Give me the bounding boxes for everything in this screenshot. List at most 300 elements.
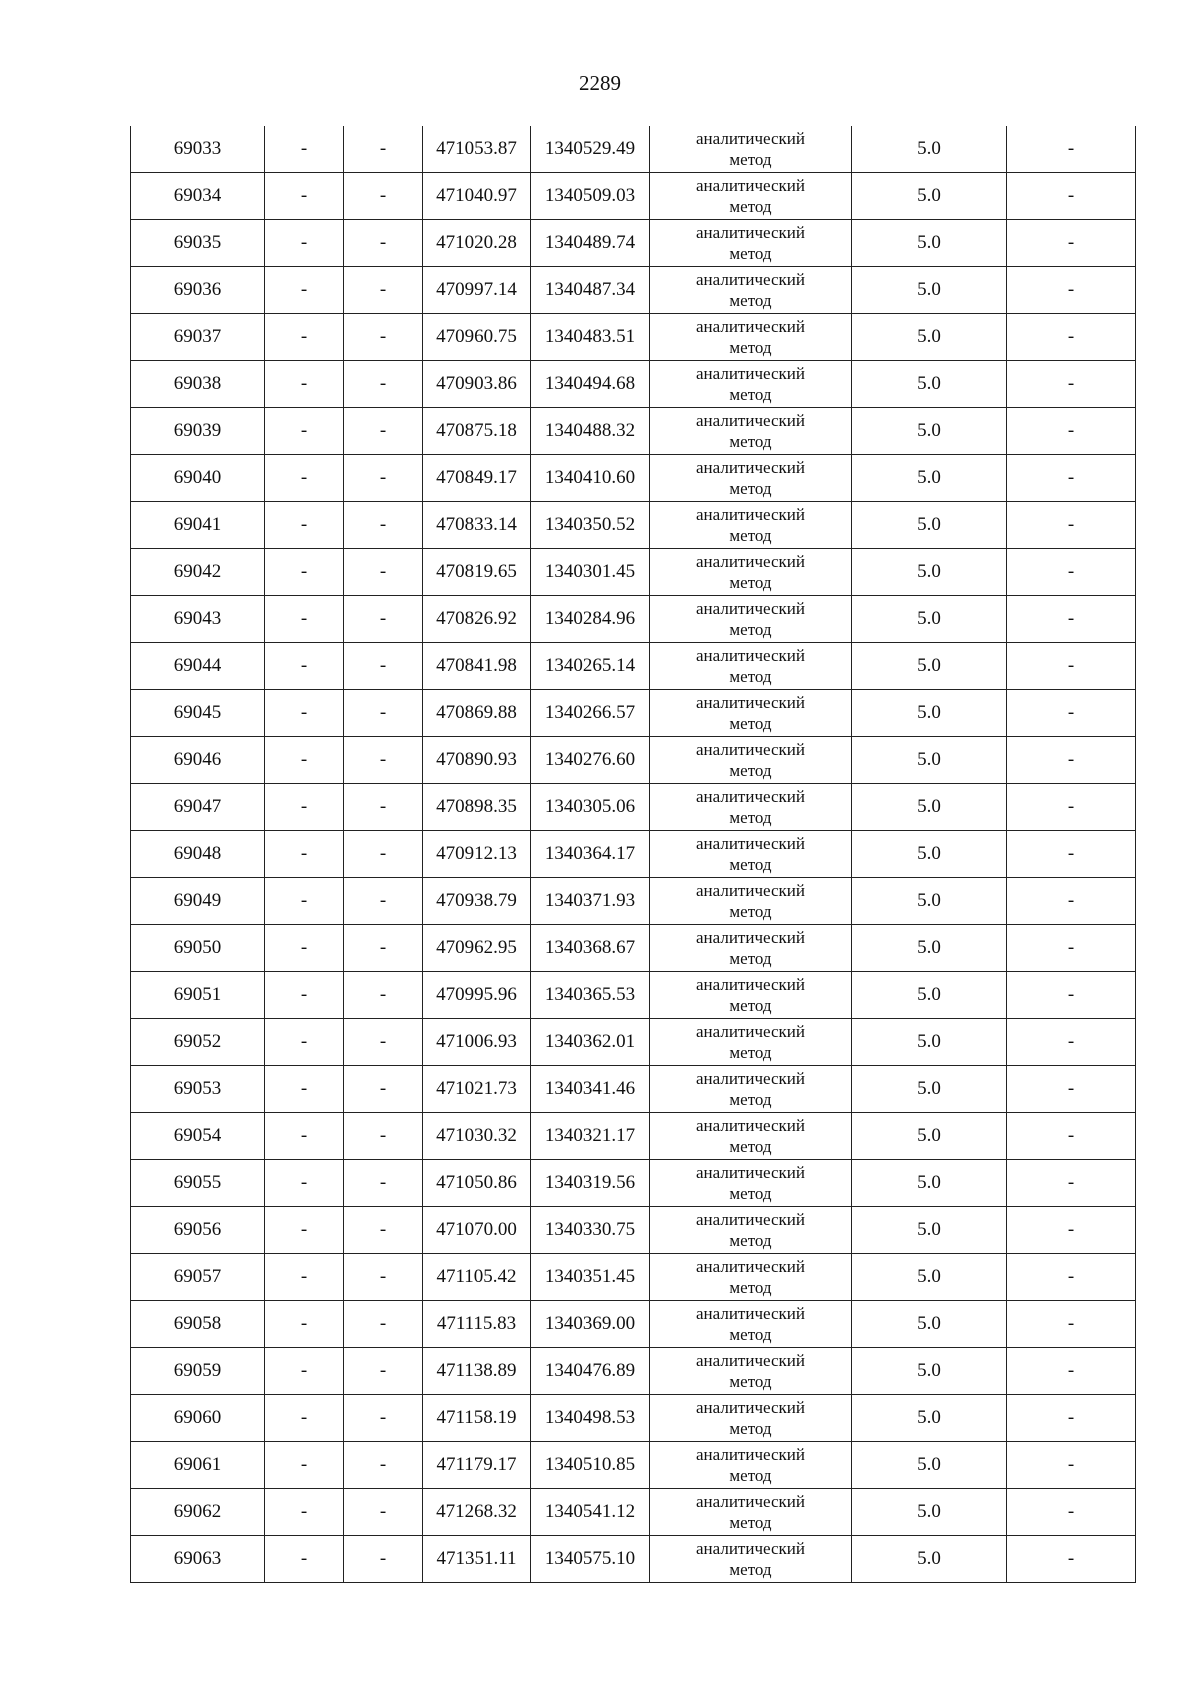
method-label-line2: метод bbox=[729, 667, 772, 686]
point-number-cell: 69061 bbox=[131, 1442, 265, 1489]
y-coordinate-cell: 1340266.57 bbox=[531, 690, 650, 737]
method-label-line1: аналитический bbox=[696, 1445, 805, 1464]
method-label-line2: метод bbox=[729, 1513, 772, 1532]
method-label-line1: аналитический bbox=[696, 1069, 805, 1088]
empty-cell: - bbox=[265, 596, 344, 643]
point-number-cell: 69044 bbox=[131, 643, 265, 690]
empty-cell: - bbox=[344, 1442, 423, 1489]
table-row bbox=[131, 643, 1136, 690]
accuracy-cell: 5.0 bbox=[852, 831, 1007, 878]
accuracy-cell: 5.0 bbox=[852, 596, 1007, 643]
empty-cell: - bbox=[265, 737, 344, 784]
y-coordinate-cell: 1340509.03 bbox=[531, 173, 650, 220]
method-label-line2: метод bbox=[729, 1137, 772, 1156]
point-number-cell: 69049 bbox=[131, 878, 265, 925]
empty-cell: - bbox=[1007, 1348, 1136, 1395]
point-number-cell: 69051 bbox=[131, 972, 265, 1019]
empty-cell: - bbox=[1007, 596, 1136, 643]
x-coordinate-cell: 471020.28 bbox=[423, 220, 531, 267]
method-cell bbox=[650, 690, 852, 737]
x-coordinate-cell: 470819.65 bbox=[423, 549, 531, 596]
method-label-line2: метод bbox=[729, 996, 772, 1015]
point-number-cell: 69053 bbox=[131, 1066, 265, 1113]
x-coordinate-cell: 470960.75 bbox=[423, 314, 531, 361]
method-cell bbox=[650, 1254, 852, 1301]
empty-cell: - bbox=[344, 1395, 423, 1442]
point-number-cell: 69060 bbox=[131, 1395, 265, 1442]
empty-cell: - bbox=[1007, 972, 1136, 1019]
point-number-cell: 69046 bbox=[131, 737, 265, 784]
empty-cell: - bbox=[1007, 1489, 1136, 1536]
method-label-line2: метод bbox=[729, 479, 772, 498]
method-cell bbox=[650, 643, 852, 690]
empty-cell: - bbox=[344, 1113, 423, 1160]
point-number-cell: 69036 bbox=[131, 267, 265, 314]
table-row bbox=[131, 1207, 1136, 1254]
table-row bbox=[131, 1254, 1136, 1301]
y-coordinate-cell: 1340276.60 bbox=[531, 737, 650, 784]
point-number-cell: 69054 bbox=[131, 1113, 265, 1160]
method-label-line1: аналитический bbox=[696, 1257, 805, 1276]
empty-cell: - bbox=[1007, 831, 1136, 878]
point-number-cell: 69035 bbox=[131, 220, 265, 267]
method-cell bbox=[650, 784, 852, 831]
x-coordinate-cell: 470898.35 bbox=[423, 784, 531, 831]
empty-cell: - bbox=[265, 1301, 344, 1348]
table-row bbox=[131, 596, 1136, 643]
empty-cell: - bbox=[265, 1113, 344, 1160]
x-coordinate-cell: 470869.88 bbox=[423, 690, 531, 737]
accuracy-cell: 5.0 bbox=[852, 361, 1007, 408]
empty-cell: - bbox=[344, 361, 423, 408]
method-cell bbox=[650, 220, 852, 267]
x-coordinate-cell: 470841.98 bbox=[423, 643, 531, 690]
y-coordinate-cell: 1340351.45 bbox=[531, 1254, 650, 1301]
method-label-line1: аналитический bbox=[696, 928, 805, 947]
x-coordinate-cell: 470826.92 bbox=[423, 596, 531, 643]
method-label-line2: метод bbox=[729, 620, 772, 639]
y-coordinate-cell: 1340476.89 bbox=[531, 1348, 650, 1395]
x-coordinate-cell: 471021.73 bbox=[423, 1066, 531, 1113]
empty-cell: - bbox=[344, 690, 423, 737]
empty-cell: - bbox=[1007, 690, 1136, 737]
table-row bbox=[131, 408, 1136, 455]
method-cell bbox=[650, 361, 852, 408]
empty-cell: - bbox=[1007, 1207, 1136, 1254]
method-cell bbox=[650, 878, 852, 925]
method-label-line1: аналитический bbox=[696, 458, 805, 477]
method-cell bbox=[650, 1395, 852, 1442]
x-coordinate-cell: 471138.89 bbox=[423, 1348, 531, 1395]
x-coordinate-cell: 471030.32 bbox=[423, 1113, 531, 1160]
empty-cell: - bbox=[265, 314, 344, 361]
table-row bbox=[131, 267, 1136, 314]
method-label-line2: метод bbox=[729, 291, 772, 310]
method-label-line2: метод bbox=[729, 902, 772, 921]
accuracy-cell: 5.0 bbox=[852, 1254, 1007, 1301]
method-label-line1: аналитический bbox=[696, 787, 805, 806]
method-label-line1: аналитический bbox=[696, 740, 805, 759]
method-cell bbox=[650, 1442, 852, 1489]
empty-cell: - bbox=[344, 737, 423, 784]
point-number-cell: 69040 bbox=[131, 455, 265, 502]
method-label-line1: аналитический bbox=[696, 1116, 805, 1135]
point-number-cell: 69052 bbox=[131, 1019, 265, 1066]
empty-cell: - bbox=[265, 549, 344, 596]
accuracy-cell: 5.0 bbox=[852, 220, 1007, 267]
x-coordinate-cell: 471268.32 bbox=[423, 1489, 531, 1536]
x-coordinate-cell: 471158.19 bbox=[423, 1395, 531, 1442]
y-coordinate-cell: 1340350.52 bbox=[531, 502, 650, 549]
table-row bbox=[131, 361, 1136, 408]
empty-cell: - bbox=[344, 878, 423, 925]
method-cell bbox=[650, 267, 852, 314]
point-number-cell: 69057 bbox=[131, 1254, 265, 1301]
empty-cell: - bbox=[265, 690, 344, 737]
coordinates-table bbox=[130, 126, 1136, 1583]
method-label-line2: метод bbox=[729, 385, 772, 404]
empty-cell: - bbox=[265, 1536, 344, 1583]
method-label-line2: метод bbox=[729, 244, 772, 263]
accuracy-cell: 5.0 bbox=[852, 1066, 1007, 1113]
empty-cell: - bbox=[1007, 549, 1136, 596]
y-coordinate-cell: 1340541.12 bbox=[531, 1489, 650, 1536]
point-number-cell: 69050 bbox=[131, 925, 265, 972]
point-number-cell: 69034 bbox=[131, 173, 265, 220]
empty-cell: - bbox=[1007, 1442, 1136, 1489]
y-coordinate-cell: 1340498.53 bbox=[531, 1395, 650, 1442]
empty-cell: - bbox=[344, 784, 423, 831]
x-coordinate-cell: 470912.13 bbox=[423, 831, 531, 878]
method-label-line2: метод bbox=[729, 1419, 772, 1438]
x-coordinate-cell: 470995.96 bbox=[423, 972, 531, 1019]
empty-cell: - bbox=[265, 1207, 344, 1254]
empty-cell: - bbox=[1007, 502, 1136, 549]
x-coordinate-cell: 470849.17 bbox=[423, 455, 531, 502]
empty-cell: - bbox=[265, 972, 344, 1019]
y-coordinate-cell: 1340368.67 bbox=[531, 925, 650, 972]
method-label-line2: метод bbox=[729, 855, 772, 874]
empty-cell: - bbox=[265, 1066, 344, 1113]
x-coordinate-cell: 471050.86 bbox=[423, 1160, 531, 1207]
point-number-cell: 69063 bbox=[131, 1536, 265, 1583]
empty-cell: - bbox=[265, 643, 344, 690]
method-label-line2: метод bbox=[729, 1278, 772, 1297]
accuracy-cell: 5.0 bbox=[852, 1489, 1007, 1536]
method-label-line1: аналитический bbox=[696, 223, 805, 242]
empty-cell: - bbox=[344, 1301, 423, 1348]
empty-cell: - bbox=[265, 1489, 344, 1536]
empty-cell: - bbox=[265, 1348, 344, 1395]
empty-cell: - bbox=[344, 831, 423, 878]
y-coordinate-cell: 1340371.93 bbox=[531, 878, 650, 925]
y-coordinate-cell: 1340494.68 bbox=[531, 361, 650, 408]
accuracy-cell: 5.0 bbox=[852, 314, 1007, 361]
empty-cell: - bbox=[1007, 1066, 1136, 1113]
y-coordinate-cell: 1340483.51 bbox=[531, 314, 650, 361]
point-number-cell: 69042 bbox=[131, 549, 265, 596]
table-row bbox=[131, 690, 1136, 737]
empty-cell: - bbox=[1007, 1254, 1136, 1301]
table-row bbox=[131, 1348, 1136, 1395]
accuracy-cell: 5.0 bbox=[852, 267, 1007, 314]
method-cell bbox=[650, 314, 852, 361]
point-number-cell: 69033 bbox=[131, 126, 265, 173]
y-coordinate-cell: 1340362.01 bbox=[531, 1019, 650, 1066]
accuracy-cell: 5.0 bbox=[852, 643, 1007, 690]
y-coordinate-cell: 1340489.74 bbox=[531, 220, 650, 267]
method-label-line2: метод bbox=[729, 761, 772, 780]
empty-cell: - bbox=[344, 1019, 423, 1066]
table-row bbox=[131, 1301, 1136, 1348]
method-label-line2: метод bbox=[729, 432, 772, 451]
method-label-line1: аналитический bbox=[696, 834, 805, 853]
x-coordinate-cell: 471040.97 bbox=[423, 173, 531, 220]
method-label-line1: аналитический bbox=[696, 176, 805, 195]
method-label-line2: метод bbox=[729, 714, 772, 733]
empty-cell: - bbox=[265, 831, 344, 878]
method-label-line2: метод bbox=[729, 808, 772, 827]
empty-cell: - bbox=[1007, 925, 1136, 972]
empty-cell: - bbox=[344, 1536, 423, 1583]
empty-cell: - bbox=[1007, 737, 1136, 784]
x-coordinate-cell: 471351.11 bbox=[423, 1536, 531, 1583]
method-label-line1: аналитический bbox=[696, 505, 805, 524]
accuracy-cell: 5.0 bbox=[852, 126, 1007, 173]
method-cell bbox=[650, 1113, 852, 1160]
method-label-line1: аналитический bbox=[696, 1398, 805, 1417]
empty-cell: - bbox=[344, 126, 423, 173]
empty-cell: - bbox=[1007, 784, 1136, 831]
table-row bbox=[131, 1019, 1136, 1066]
x-coordinate-cell: 470903.86 bbox=[423, 361, 531, 408]
accuracy-cell: 5.0 bbox=[852, 925, 1007, 972]
table-row bbox=[131, 831, 1136, 878]
table-row bbox=[131, 1536, 1136, 1583]
table-row bbox=[131, 925, 1136, 972]
table-row bbox=[131, 1489, 1136, 1536]
x-coordinate-cell: 471105.42 bbox=[423, 1254, 531, 1301]
accuracy-cell: 5.0 bbox=[852, 1301, 1007, 1348]
table-row bbox=[131, 1442, 1136, 1489]
method-label-line1: аналитический bbox=[696, 1304, 805, 1323]
method-label-line1: аналитический bbox=[696, 270, 805, 289]
empty-cell: - bbox=[265, 1395, 344, 1442]
method-label-line1: аналитический bbox=[696, 1492, 805, 1511]
method-label-line2: метод bbox=[729, 949, 772, 968]
empty-cell: - bbox=[265, 173, 344, 220]
method-label-line1: аналитический bbox=[696, 975, 805, 994]
y-coordinate-cell: 1340364.17 bbox=[531, 831, 650, 878]
empty-cell: - bbox=[344, 1207, 423, 1254]
point-number-cell: 69048 bbox=[131, 831, 265, 878]
empty-cell: - bbox=[344, 267, 423, 314]
empty-cell: - bbox=[1007, 643, 1136, 690]
method-label-line1: аналитический bbox=[696, 1539, 805, 1558]
method-label-line1: аналитический bbox=[696, 129, 805, 148]
accuracy-cell: 5.0 bbox=[852, 1348, 1007, 1395]
method-cell bbox=[650, 1207, 852, 1254]
empty-cell: - bbox=[344, 643, 423, 690]
table-row bbox=[131, 502, 1136, 549]
table-row bbox=[131, 173, 1136, 220]
method-cell bbox=[650, 831, 852, 878]
empty-cell: - bbox=[1007, 455, 1136, 502]
x-coordinate-cell: 470997.14 bbox=[423, 267, 531, 314]
empty-cell: - bbox=[265, 878, 344, 925]
empty-cell: - bbox=[265, 1254, 344, 1301]
method-cell bbox=[650, 1019, 852, 1066]
point-number-cell: 69045 bbox=[131, 690, 265, 737]
y-coordinate-cell: 1340575.10 bbox=[531, 1536, 650, 1583]
accuracy-cell: 5.0 bbox=[852, 1442, 1007, 1489]
point-number-cell: 69055 bbox=[131, 1160, 265, 1207]
accuracy-cell: 5.0 bbox=[852, 1160, 1007, 1207]
table-row bbox=[131, 878, 1136, 925]
method-cell bbox=[650, 455, 852, 502]
y-coordinate-cell: 1340341.46 bbox=[531, 1066, 650, 1113]
point-number-cell: 69039 bbox=[131, 408, 265, 455]
method-cell bbox=[650, 549, 852, 596]
method-cell bbox=[650, 1160, 852, 1207]
accuracy-cell: 5.0 bbox=[852, 455, 1007, 502]
x-coordinate-cell: 470875.18 bbox=[423, 408, 531, 455]
y-coordinate-cell: 1340488.32 bbox=[531, 408, 650, 455]
accuracy-cell: 5.0 bbox=[852, 1395, 1007, 1442]
table-row bbox=[131, 1066, 1136, 1113]
empty-cell: - bbox=[265, 925, 344, 972]
method-label-line2: метод bbox=[729, 573, 772, 592]
method-cell bbox=[650, 1489, 852, 1536]
method-cell bbox=[650, 502, 852, 549]
empty-cell: - bbox=[1007, 267, 1136, 314]
empty-cell: - bbox=[265, 455, 344, 502]
empty-cell: - bbox=[265, 220, 344, 267]
method-label-line2: метод bbox=[729, 1184, 772, 1203]
empty-cell: - bbox=[265, 267, 344, 314]
accuracy-cell: 5.0 bbox=[852, 972, 1007, 1019]
x-coordinate-cell: 471115.83 bbox=[423, 1301, 531, 1348]
page-number: 2289 bbox=[579, 71, 621, 95]
empty-cell: - bbox=[1007, 1301, 1136, 1348]
empty-cell: - bbox=[344, 1254, 423, 1301]
method-label-line1: аналитический bbox=[696, 552, 805, 571]
method-label-line1: аналитический bbox=[696, 1022, 805, 1041]
x-coordinate-cell: 470833.14 bbox=[423, 502, 531, 549]
empty-cell: - bbox=[344, 1348, 423, 1395]
method-label-line1: аналитический bbox=[696, 693, 805, 712]
empty-cell: - bbox=[344, 549, 423, 596]
point-number-cell: 69059 bbox=[131, 1348, 265, 1395]
accuracy-cell: 5.0 bbox=[852, 1019, 1007, 1066]
method-cell bbox=[650, 408, 852, 455]
accuracy-cell: 5.0 bbox=[852, 408, 1007, 455]
empty-cell: - bbox=[265, 1442, 344, 1489]
y-coordinate-cell: 1340410.60 bbox=[531, 455, 650, 502]
table-row bbox=[131, 220, 1136, 267]
y-coordinate-cell: 1340369.00 bbox=[531, 1301, 650, 1348]
empty-cell: - bbox=[1007, 1395, 1136, 1442]
table-row bbox=[131, 1113, 1136, 1160]
y-coordinate-cell: 1340319.56 bbox=[531, 1160, 650, 1207]
method-label-line1: аналитический bbox=[696, 317, 805, 336]
method-label-line2: метод bbox=[729, 1466, 772, 1485]
method-label-line2: метод bbox=[729, 1325, 772, 1344]
table-row bbox=[131, 1160, 1136, 1207]
method-cell bbox=[650, 737, 852, 784]
point-number-cell: 69043 bbox=[131, 596, 265, 643]
table-row bbox=[131, 972, 1136, 1019]
table-row bbox=[131, 549, 1136, 596]
table-row bbox=[131, 314, 1136, 361]
empty-cell: - bbox=[1007, 1019, 1136, 1066]
method-label-line1: аналитический bbox=[696, 1351, 805, 1370]
accuracy-cell: 5.0 bbox=[852, 690, 1007, 737]
method-cell bbox=[650, 1348, 852, 1395]
accuracy-cell: 5.0 bbox=[852, 1113, 1007, 1160]
empty-cell: - bbox=[1007, 126, 1136, 173]
method-label-line2: метод bbox=[729, 1372, 772, 1391]
y-coordinate-cell: 1340305.06 bbox=[531, 784, 650, 831]
empty-cell: - bbox=[1007, 1536, 1136, 1583]
empty-cell: - bbox=[344, 220, 423, 267]
empty-cell: - bbox=[265, 502, 344, 549]
empty-cell: - bbox=[265, 784, 344, 831]
empty-cell: - bbox=[1007, 408, 1136, 455]
y-coordinate-cell: 1340487.34 bbox=[531, 267, 650, 314]
empty-cell: - bbox=[344, 408, 423, 455]
point-number-cell: 69058 bbox=[131, 1301, 265, 1348]
table-row bbox=[131, 126, 1136, 173]
table-row bbox=[131, 784, 1136, 831]
method-label-line1: аналитический bbox=[696, 411, 805, 430]
x-coordinate-cell: 470938.79 bbox=[423, 878, 531, 925]
y-coordinate-cell: 1340330.75 bbox=[531, 1207, 650, 1254]
point-number-cell: 69038 bbox=[131, 361, 265, 408]
method-label-line1: аналитический bbox=[696, 1163, 805, 1182]
empty-cell: - bbox=[1007, 878, 1136, 925]
method-cell bbox=[650, 925, 852, 972]
point-number-cell: 69037 bbox=[131, 314, 265, 361]
method-cell bbox=[650, 1536, 852, 1583]
y-coordinate-cell: 1340529.49 bbox=[531, 126, 650, 173]
accuracy-cell: 5.0 bbox=[852, 878, 1007, 925]
point-number-cell: 69041 bbox=[131, 502, 265, 549]
method-label-line2: метод bbox=[729, 1043, 772, 1062]
empty-cell: - bbox=[344, 455, 423, 502]
point-number-cell: 69047 bbox=[131, 784, 265, 831]
method-label-line1: аналитический bbox=[696, 881, 805, 900]
empty-cell: - bbox=[265, 361, 344, 408]
empty-cell: - bbox=[344, 502, 423, 549]
accuracy-cell: 5.0 bbox=[852, 737, 1007, 784]
accuracy-cell: 5.0 bbox=[852, 173, 1007, 220]
accuracy-cell: 5.0 bbox=[852, 549, 1007, 596]
empty-cell: - bbox=[1007, 361, 1136, 408]
y-coordinate-cell: 1340365.53 bbox=[531, 972, 650, 1019]
method-label-line1: аналитический bbox=[696, 1210, 805, 1229]
empty-cell: - bbox=[344, 596, 423, 643]
accuracy-cell: 5.0 bbox=[852, 502, 1007, 549]
empty-cell: - bbox=[344, 925, 423, 972]
accuracy-cell: 5.0 bbox=[852, 784, 1007, 831]
y-coordinate-cell: 1340284.96 bbox=[531, 596, 650, 643]
method-label-line2: метод bbox=[729, 338, 772, 357]
x-coordinate-cell: 470890.93 bbox=[423, 737, 531, 784]
y-coordinate-cell: 1340510.85 bbox=[531, 1442, 650, 1489]
method-cell bbox=[650, 1066, 852, 1113]
method-cell bbox=[650, 972, 852, 1019]
